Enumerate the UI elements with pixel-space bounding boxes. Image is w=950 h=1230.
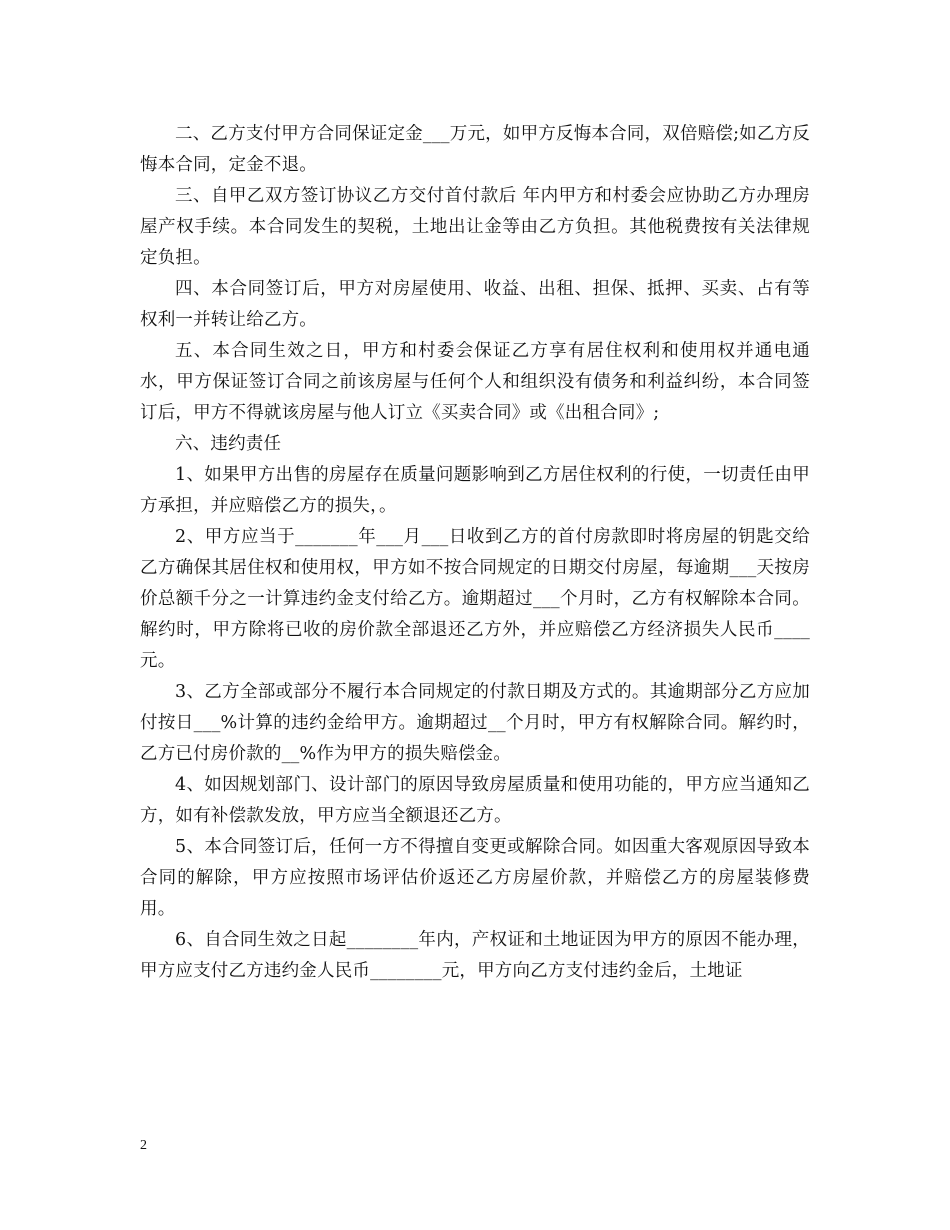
clause-1-quality-issues: 1、如果甲方出售的房屋存在质量问题影响到乙方居住权利的行使，一切责任由甲方承担，并应赔偿乙方的损失，。 bbox=[140, 465, 810, 516]
paragraph-rights-transfer: 四、本合同签订后，甲方对房屋使用、收益、出租、担保、抵押、买卖、占有等权利一并转让给乙方。 bbox=[140, 279, 810, 330]
section-heading-breach-liability: 六、违约责任 bbox=[175, 434, 282, 454]
page-number: 2 bbox=[140, 1138, 147, 1153]
clause-6-certificates: 6、自合同生效之日起________年内，产权证和土地证因为甲方的原因不能办理，甲方应支付乙方违约金人民币________元，甲方向乙方支付违约金后，土地证 bbox=[140, 930, 810, 981]
clause-5-termination: 5、本合同签订后，任何一方不得擅自变更或解除合同。如因重大客观原因导致本合同的解除，甲方应按照市场评估价返还乙方房屋价款，并赔偿乙方的房屋装修费用。 bbox=[140, 837, 810, 919]
clause-4-planning-changes: 4、如因规划部门、设计部门的原因导致房屋质量和使用功能的，甲方应当通知乙方，如有补偿款发放，甲方应当全额退还乙方。 bbox=[140, 775, 810, 826]
document-body bbox=[140, 119, 810, 987]
paragraph-property-rights-procedure: 三、自甲乙双方签订协议乙方交付首付款后 年内甲方和村委会应协助乙方办理房屋产权手续。本合同发生的契税，土地出让金等由乙方负担。其他税费按有关法律规定负担。 bbox=[140, 186, 810, 268]
clause-2-delivery-deadline: 2、甲方应当于_______年___月___日收到乙方的首付房款即时将房屋的钥匙交给乙方确保其居住权和使用权，甲方如不按合同规定的日期交付房屋，每逾期___天按房价总额千分之一计算违约金支付给乙方。逾期超过___个月时，乙方有权解除本合同。解约时，甲方除将已收的房价款全部退还乙方外，并应赔偿乙方经济损失人民币____元。 bbox=[140, 527, 810, 671]
paragraph-effective-date-guarantee: 五、本合同生效之日，甲方和村委会保证乙方享有居住权利和使用权并通电通水，甲方保证签订合同之前该房屋与任何个人和组织没有债务和利益纠纷，本合同签订后，甲方不得就该房屋与他人订立《买卖合同》或《出租合同》; bbox=[140, 341, 810, 423]
clause-3-payment-default: 3、乙方全部或部分不履行本合同规定的付款日期及方式的。其逾期部分乙方应加付按日___%计算的违约金给甲方。逾期超过__个月时，甲方有权解除合同。解约时，乙方已付房价款的__%作为甲方的损失赔偿金。 bbox=[140, 682, 810, 764]
paragraph-deposit: 二、乙方支付甲方合同保证定金___万元，如甲方反悔本合同，双倍赔偿;如乙方反悔本合同，定金不退。 bbox=[140, 124, 810, 175]
